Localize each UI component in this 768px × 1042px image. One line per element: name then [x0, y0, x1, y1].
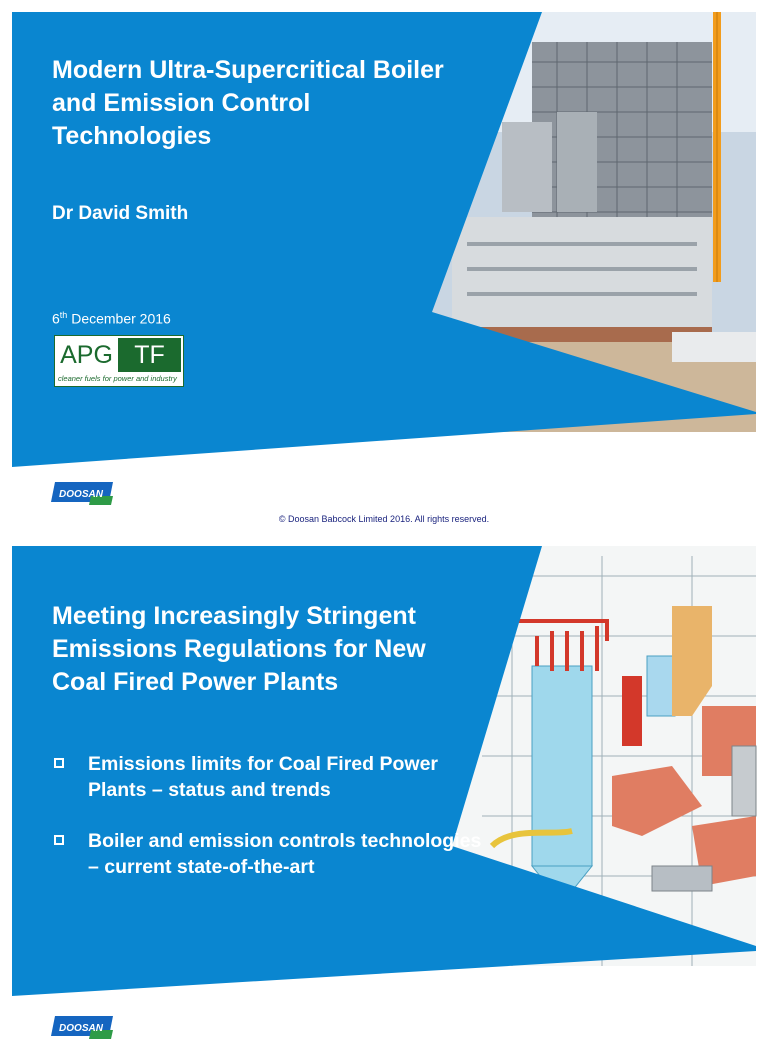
doosan-logo	[51, 1012, 117, 1042]
author-name: Dr David Smith	[52, 203, 189, 224]
date-month-year: December 2016	[67, 310, 171, 327]
bullet-list	[52, 751, 482, 905]
doosan-logo-text: DOOSAN	[59, 1023, 103, 1034]
presentation-date	[52, 310, 171, 327]
bullet-text: Boiler and emission controls technologies – current state-of-the-art	[88, 830, 482, 878]
doosan-logo-text: DOOSAN	[59, 489, 103, 500]
apgtf-logo	[54, 335, 184, 387]
checkbox-bullet-icon	[54, 758, 64, 768]
slide-agenda	[12, 546, 756, 1034]
date-suffix: th	[59, 310, 68, 320]
bullet-item	[52, 751, 482, 803]
copyright-notice: © Doosan Babcock Limited 2016. All rights reserved.	[278, 514, 490, 524]
slide-title: Meeting Increasingly Stringent Emissions Regulations for New Coal Fired Power Plants	[52, 602, 426, 696]
checkbox-bullet-icon	[54, 835, 64, 845]
slide-title: Modern Ultra-Supercritical Boiler and Emission Control Technologies	[52, 56, 444, 150]
apgtf-logo-tagline: cleaner fuels for power and industry	[58, 374, 177, 383]
date-day: 6	[52, 310, 60, 327]
bullet-item	[52, 828, 482, 880]
bullet-text: Emissions limits for Coal Fired Power Plants – status and trends	[88, 753, 439, 801]
apgtf-logo-left: APG	[60, 341, 113, 369]
doosan-logo	[51, 478, 117, 508]
slide-title-page	[12, 12, 756, 542]
apgtf-logo-right: TF	[118, 338, 181, 372]
